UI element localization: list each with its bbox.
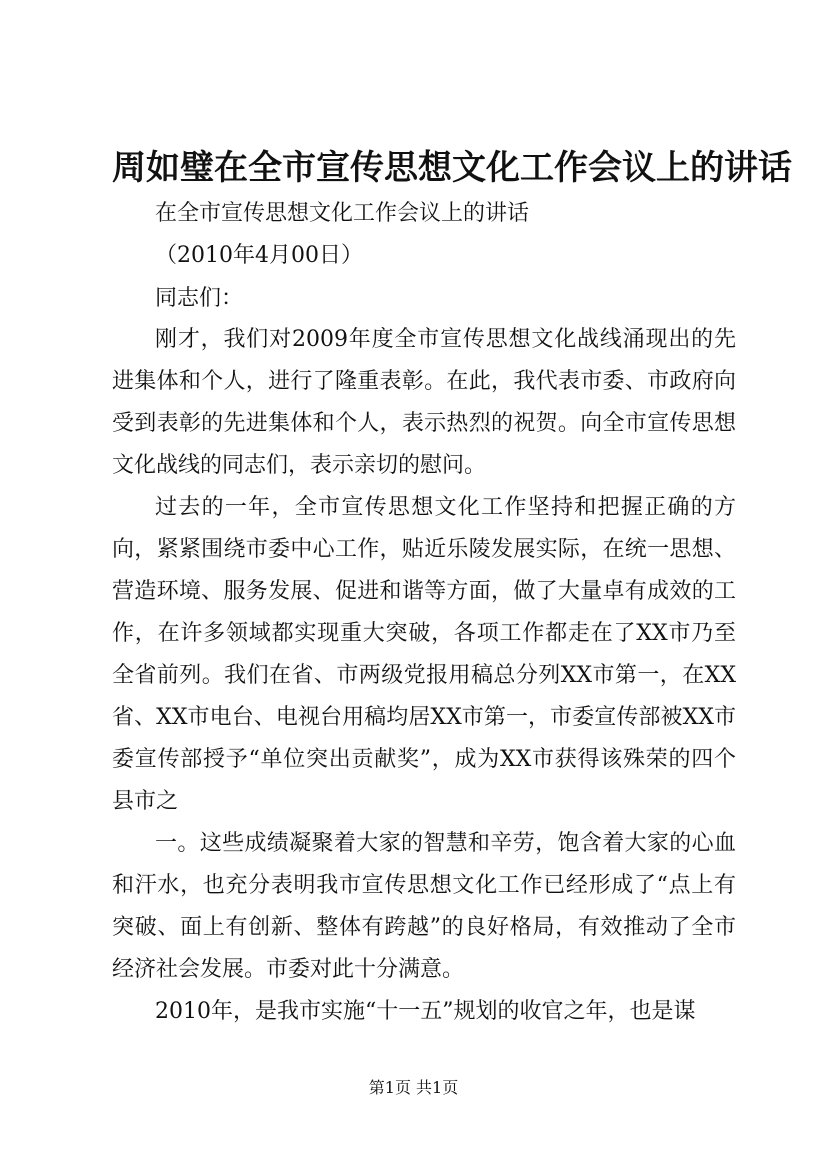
speech-subtitle: 在全市宣传思想文化工作会议上的讲话 xyxy=(155,201,530,226)
paragraph-4: 2010年，是我市实施“十一五”规划的收官之年，也是谋 xyxy=(155,999,696,1024)
salutation: 同志们： xyxy=(155,286,244,311)
speech-date: （2010年4月00日） xyxy=(155,243,363,268)
paragraph-2: 过去的一年，全市宣传思想文化工作坚持和把握正确的方向，紧紧围绕市委中心工作，贴近乐陵发展实际，在统一思想、营造环境、服务发展、促进和谐等方面，做了大量卓有成效的工作，在许多领域都实现重大突破，各项工作都走在了XX市乃至全省前列。我们在省、市两级党报用稿总分列XX市第一，在XX省、XX市电台、电视台用稿均居XX市第一，市委宣传部被XX市委宣传部授予“单位突出贡献奖”，成为XX市获得该殊荣的四个县市之 xyxy=(112,495,736,814)
page-footer: 第1页 共1页 xyxy=(368,1078,459,1097)
paragraph-3: 一。这些成绩凝聚着大家的智慧和辛劳，饱含着大家的心血和汗水，也充分表明我市宣传思想文化工作已经形成了“点上有突破、面上有创新、整体有跨越”的良好格局，有效推动了全市经济社会发展。市委对此十分满意。 xyxy=(112,831,736,982)
document-title: 周如璧在全市宣传思想文化工作会议上的讲话 xyxy=(112,148,792,188)
paragraph-1: 刚才，我们对2009年度全市宣传思想文化战线涌现出的先进集体和个人，进行了隆重表彰。在此，我代表市委、市政府向受到表彰的先进集体和个人，表示热烈的祝贺。向全市宣传思想文化战线的同志们，表示亲切的慰问。 xyxy=(112,327,736,478)
